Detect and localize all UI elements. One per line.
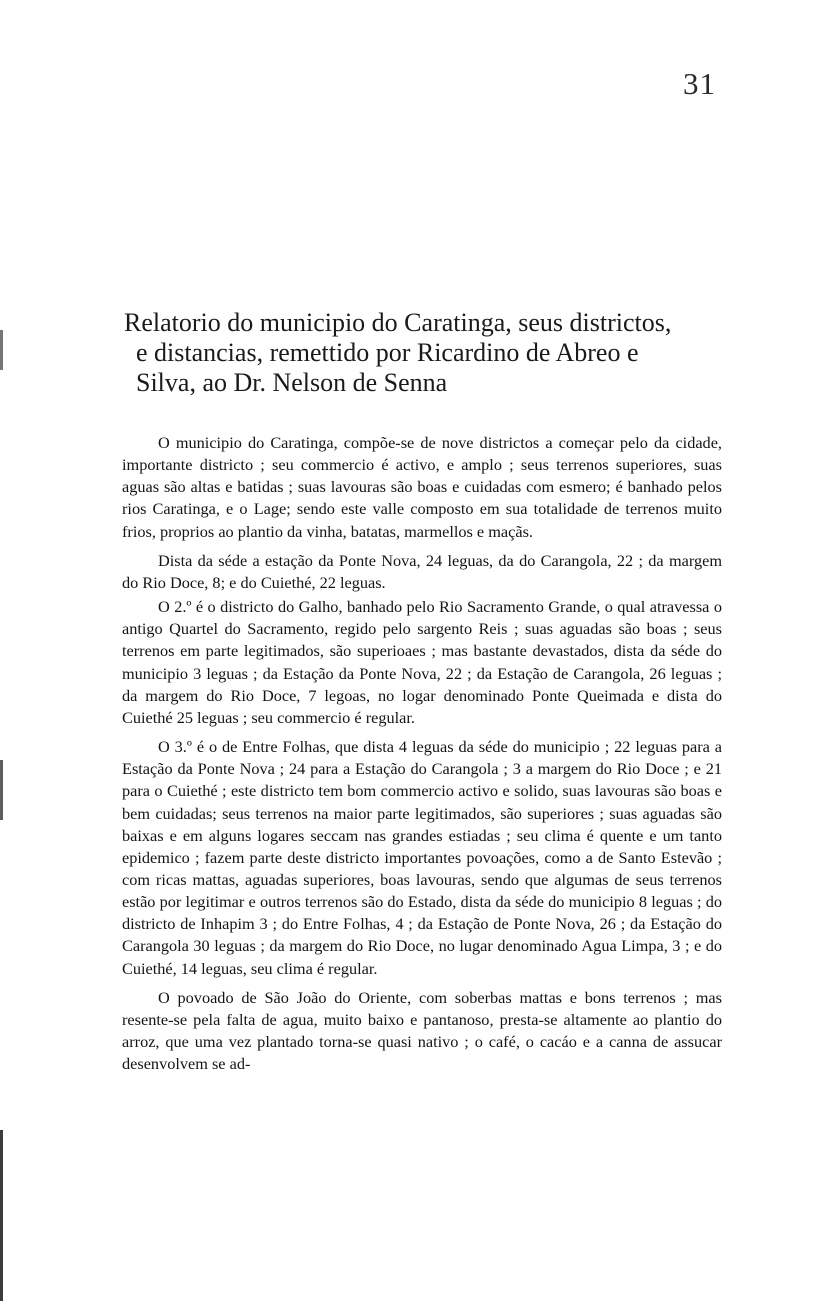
page-number: 31 xyxy=(683,66,716,101)
title-line-2: e distancias, remettido por Ricardino de Abreo e xyxy=(136,338,639,367)
paragraph-galho: O 2.º é o districto do Galho, banhado pelo Rio Sacramento Grande, o qual atravessa o antigo Quartel do Sacramento, regido pelo sargento Reis ; suas aguadas são boas ; seus terrenos em parte legitimados, são superioaes ; mas bastante devastados, dista da séde do municipio 3 leguas ; da Estação da Ponte Nova, 22 ; da Estação de Carangola, 26 leguas ; da margem do Rio Doce, 7 legoas, no logar denominado Ponte Queimada e dista do Cuiethé 25 leguas ; seu commercio é regular. xyxy=(122,597,722,727)
document-title xyxy=(124,308,734,398)
page-edge-shadow-top xyxy=(0,330,3,370)
paragraph-entre-folhas: O 3.º é o de Entre Folhas, que dista 4 leguas da séde do municipio ; 22 leguas para a Estação da Ponte Nova ; 24 para a Estação do Carangola ; 3 a margem do Rio Doce ; e 21 para o Cuiethé ; este districto tem bom commercio activo e solido, suas lavouras são boas e bem cuidadas; seus terrenos na maior parte legitimados, são superiores ; suas aguadas são baixas e em alguns logares seccam nas grandes estiadas ; seu clima é quente e um tanto epidemico ; fazem parte deste districto importantes povoações, como a de Santo Estevão ; com ricas mattas, aguadas superiores, boas lavouras, sendo que algumas de seus terrenos estão por legitimar e outros terrenos são do Estado, dista da séde do municipio 8 leguas ; do districto de Inhapim 3 ; do Entre Folhas, 4 ; da Estação de Ponte Nova, 26 ; da Estação do Carangola 30 leguas ; da margem do Rio Doce, no lugar denominado Agua Limpa, 3 ; e do Cuiethé, 14 leguas, seu clima é regular. xyxy=(122,737,722,978)
title-line-1: Relatorio do municipio do Caratinga, seus districtos, xyxy=(124,308,672,337)
paragraph-distances: Dista da séde a estação da Ponte Nova, 24 leguas, da do Carangola, 22 ; da margem do Rio Doce, 8; e do Cuiethé, 22 leguas. xyxy=(122,550,722,592)
paragraph-caratinga: O municipio do Caratinga, compõe-se de nove districtos a começar pelo da cidade, importante districto ; seu commercio é activo, e amplo ; seus terrenos superiores, suas aguas são altas e batidas ; suas lavouras são boas e cuidadas com esmero; é banhado pelos rios Caratinga, e o Lage; sendo este valle composto em sua totalidade de terrenos muito frios, proprios ao plantio da vinha, batatas, marmellos e maçãs. xyxy=(122,433,722,541)
report-body xyxy=(122,432,722,1082)
page-edge-shadow-bottom xyxy=(0,1130,3,1301)
paragraph-sao-joao-do-oriente: O povoado de São João do Oriente, com soberbas mattas e bons terrenos ; mas resente-se pela falta de agua, muito baixo e pantanoso, presta-se altamente ao plantio do arroz, que uma vez plantado torna-se quasi nativo ; o café, o cacáo e a canna de assucar desenvolvem se ad- xyxy=(122,987,722,1074)
page-edge-shadow-mid xyxy=(0,760,3,820)
title-line-3: Silva, ao Dr. Nelson de Senna xyxy=(136,368,448,397)
